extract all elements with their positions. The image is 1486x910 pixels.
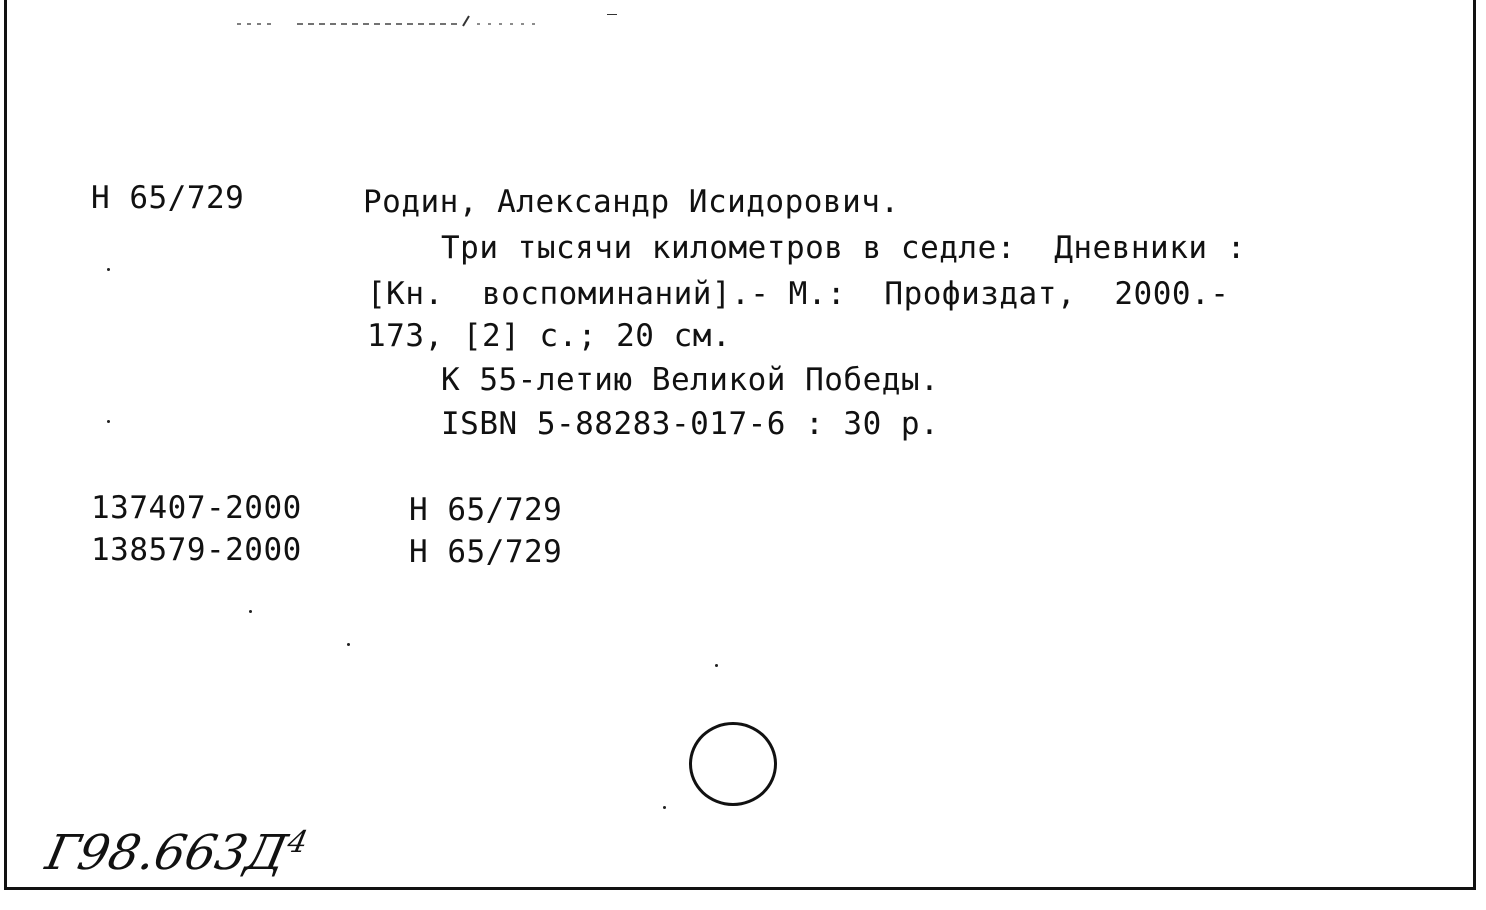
holding-shelf: Н 65/729 [409,492,563,528]
speck [249,610,252,613]
isbn-line: ISBN 5-88283-017-6 : 30 р. [441,406,940,442]
catalog-card [4,0,1476,890]
punch-hole [689,722,777,806]
physical-description: 173, [2] с.; 20 см. [367,318,732,354]
handwritten-note: $Г98.663Д^4$ [41,825,311,881]
holding-shelf: Н 65/729 [409,534,563,570]
speck [107,268,110,271]
holding-inventory: 137407-2000 [91,490,302,526]
speck [715,664,718,667]
imprint-line: [Кн. воспоминаний].- М.: Профиздат, 2000.- [367,276,1230,312]
holding-inventory: 138579-2000 [91,532,302,568]
speck [663,806,666,809]
call-number: Н 65/729 [91,180,245,216]
speck [347,643,350,646]
speck [107,420,110,423]
author-heading: Родин, Александр Исидорович. [363,184,900,220]
top-scan-marks [237,14,617,28]
title-line: Три тысячи километров в седле: Дневники : [441,230,1246,266]
note-line: К 55-летию Великой Победы. [441,362,940,398]
